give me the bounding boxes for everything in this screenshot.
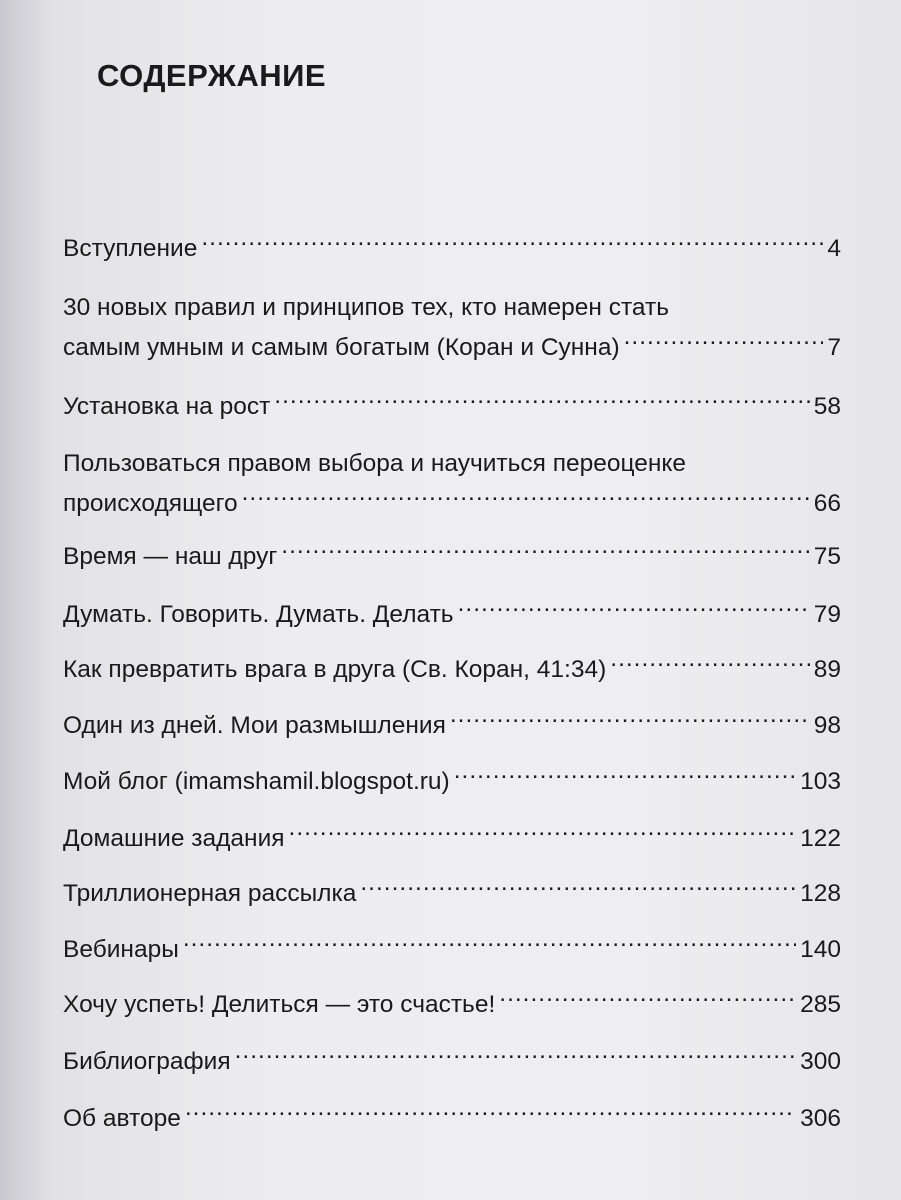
toc-entry [63,1042,841,1082]
dot-leader [610,653,809,678]
toc-entry [63,444,841,524]
toc-entry [63,985,841,1025]
dot-leader [235,1045,797,1070]
toc-entry-title: Об авторе [63,1105,181,1132]
toc-entry-page: 140 [800,936,841,963]
toc-entry [63,229,841,269]
toc-entry-page: 4 [827,235,841,262]
toc-entry-title-line1: 30 новых правил и принципов тех, кто намерен стать [63,294,670,321]
dot-leader [289,822,797,847]
dot-leader [281,540,809,565]
toc-entry-page: 66 [813,490,841,517]
toc-entry-page: 79 [813,601,841,628]
toc-entry-title: Думать. Говорить. Думать. Делать [63,601,454,628]
dot-leader [499,988,796,1013]
toc-entry-page: 89 [813,656,841,683]
toc-entry-page: 75 [813,543,841,570]
toc-entry [63,595,841,635]
toc-entry [63,706,841,746]
dot-leader [454,765,796,790]
toc-entry-title: Один из дней. Мои размышления [63,712,446,739]
toc-entry-page: 103 [800,768,841,795]
toc-entry [63,930,841,970]
toc-entry-page: 7 [827,334,841,361]
page-title: СОДЕРЖАНИЕ [97,58,327,93]
toc-entry-page: 122 [800,825,841,852]
toc-entry-title: Вступление [63,235,198,262]
toc-entry-page: 306 [800,1105,841,1132]
toc-entry-page: 58 [813,393,841,420]
toc-entry-title: Библиография [63,1048,231,1075]
dot-leader [185,1102,796,1127]
dot-leader [242,487,810,512]
toc-entry [63,874,841,914]
toc-entry-title: Установка на рост [63,393,271,420]
toc-entry [63,819,841,859]
dot-leader [274,390,809,415]
dot-leader [624,331,824,356]
toc-entry [63,650,841,690]
toc-entry-title: Хочу успеть! Делиться — это счастье! [63,991,496,1018]
toc-entry-title-line1: Пользоваться правом выбора и научиться переоценке [63,450,687,477]
toc-entry-title: Время — наш друг [63,543,278,570]
dot-leader [450,709,810,734]
toc-entry-title: самым умным и самым богатым (Коран и Сунна) [63,334,620,361]
dot-leader [360,877,796,902]
toc-entry [63,387,841,427]
toc-entry-title: Домашние задания [63,825,285,852]
toc-entry-page: 128 [800,880,841,907]
toc-entry-title: Вебинары [63,936,179,963]
toc-entry-page: 300 [800,1048,841,1075]
toc-entry-title: происходящего [63,490,238,517]
toc-entry [63,288,841,368]
toc-entry-page: 98 [813,712,841,739]
toc-entry-title: Как превратить врага в друга (Св. Коран, 41:34) [63,656,607,683]
toc-entry-title: Триллионерная рассылка [63,880,357,907]
toc-entry [63,537,841,577]
toc-entry [63,1099,841,1139]
dot-leader [201,232,823,257]
dot-leader [183,933,796,958]
toc-entry [63,762,841,802]
toc-entry-page: 285 [800,991,841,1018]
dot-leader [458,598,810,623]
toc-entry-title: Мой блог (imamshamil.blogspot.ru) [63,768,450,795]
